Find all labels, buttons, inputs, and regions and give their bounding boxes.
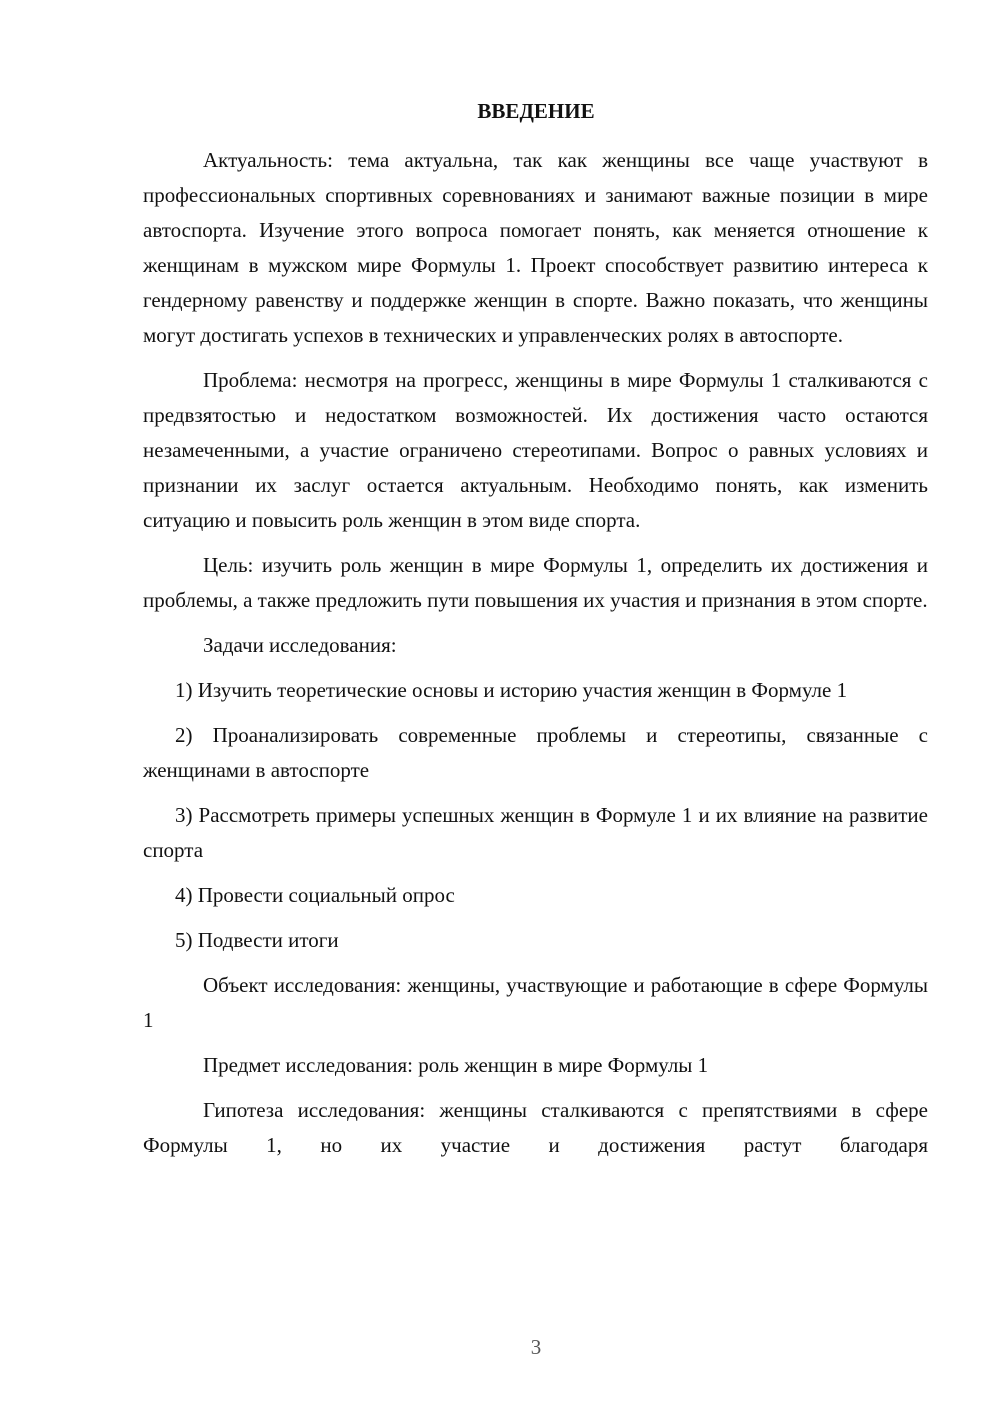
hypothesis-paragraph: Гипотеза исследования: женщины сталкиваются с препятствиями в сфере Формулы 1, но их участие и достижения растут благодаря bbox=[143, 1098, 928, 1157]
relevance-paragraph: Актуальность: тема актуальна, так как женщины все чаще участвуют в профессиональных спортивных соревнованиях и занимают важные позиции в мире автоспорта. Изучение этого вопроса помогает понять, как меняется отношение к женщинам в мужском мире Формулы 1. Проект способствует развитию интереса к гендерному равенству и поддержке женщин в спорте. Важно показать, что женщины могут достигать успехов в технических и управленческих ролях в автоспорте. bbox=[143, 148, 928, 347]
task-item: 1) Изучить теоретические основы и историю участия женщин в Формуле 1 bbox=[175, 678, 848, 702]
goal-paragraph: Цель: изучить роль женщин в мире Формулы 1, определить их достижения и проблемы, а также предложить пути повышения их участия и признания в этом спорте. bbox=[143, 553, 928, 612]
page-number: 3 bbox=[530, 1335, 542, 1359]
document-body bbox=[143, 143, 928, 1173]
task-item: 2) Проанализировать современные проблемы и стереотипы, связанные с женщинами в автоспорте bbox=[143, 723, 928, 782]
task-item: 3) Рассмотреть примеры успешных женщин в Формуле 1 и их влияние на развитие спорта bbox=[143, 803, 928, 862]
problem-paragraph: Проблема: несмотря на прогресс, женщины в мире Формулы 1 сталкиваются с предвзятостью и недостатком возможностей. Их достижения часто остаются незамеченными, а участие ограничено стереотипами. Вопрос о равных условиях и признании их заслуг остается актуальным. Необходимо понять, как изменить ситуацию и повысить роль женщин в этом виде спорта. bbox=[143, 368, 928, 532]
subject-paragraph: Предмет исследования: роль женщин в мире Формулы 1 bbox=[203, 1053, 709, 1077]
tasks-heading: Задачи исследования: bbox=[203, 633, 397, 657]
task-item: 4) Провести социальный опрос bbox=[175, 883, 455, 907]
object-paragraph: Объект исследования: женщины, участвующие и работающие в сфере Формулы 1 bbox=[143, 973, 928, 1032]
task-item: 5) Подвести итоги bbox=[175, 928, 339, 952]
section-title: ВВЕДЕНИЕ bbox=[477, 99, 595, 123]
